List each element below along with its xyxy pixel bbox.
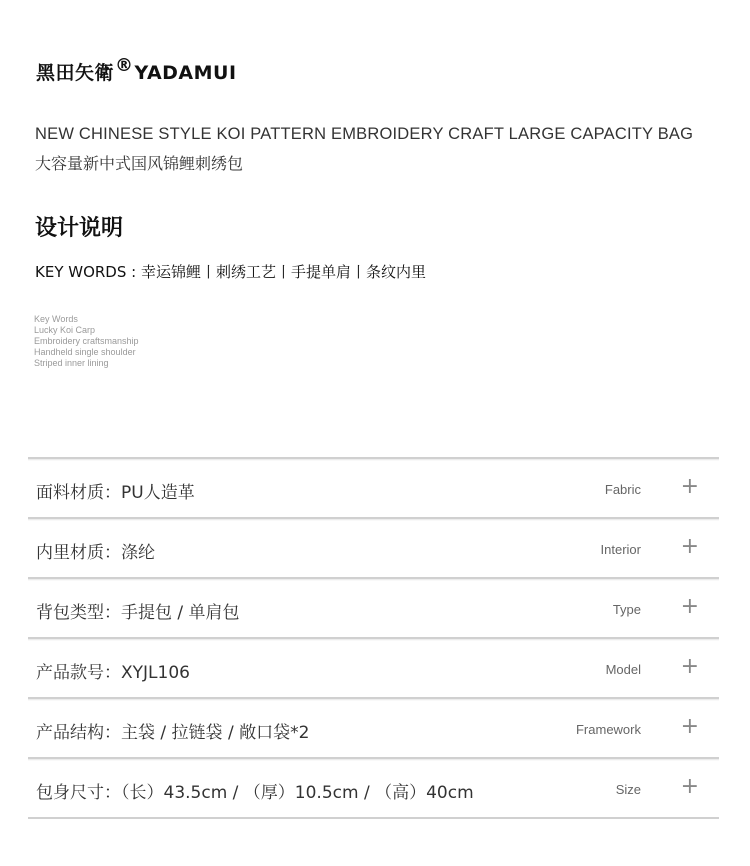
spec-label: 产品款号：XYJL106 xyxy=(36,663,190,683)
spec-en-label: Type xyxy=(612,602,641,617)
plus-icon[interactable]: + xyxy=(680,654,699,679)
keyword-en-item: Striped inner lining xyxy=(34,358,109,368)
spec-label: 内里材质：涤纶 xyxy=(36,543,155,563)
registered-mark: ® xyxy=(115,55,134,76)
keyword-en-item: Handheld single shoulder xyxy=(34,347,136,357)
keywords-line: KEY WORDS : 幸运锦鲤丨刺绣工艺丨手提单肩丨条纹内里 xyxy=(35,263,426,281)
spec-label: 面料材质：PU人造革 xyxy=(36,483,195,503)
keyword-en-item: Key Words xyxy=(34,314,78,324)
product-title-en: NEW CHINESE STYLE KOI PATTERN EMBROIDERY CRAFT LARGE CAPACITY BAG xyxy=(35,125,694,143)
spec-en-label: Size xyxy=(615,782,641,797)
spec-row-model[interactable] xyxy=(28,637,719,697)
spec-row-size[interactable] xyxy=(28,757,719,819)
brand-logo xyxy=(36,55,237,85)
plus-icon[interactable]: + xyxy=(680,714,699,739)
plus-icon[interactable]: + xyxy=(680,534,699,559)
design-heading: 设计说明 xyxy=(35,216,124,241)
brand-cn-name: 黑田矢衛 xyxy=(36,62,115,84)
spec-label: 产品结构：主袋 / 拉链袋 / 敞口袋*2 xyxy=(36,723,310,743)
brand-en-name: YADAMUI xyxy=(134,62,237,84)
spec-en-label: Interior xyxy=(600,542,641,557)
product-title-cn: 大容量新中式国风锦鲤刺绣包 xyxy=(35,154,244,173)
spec-row-fabric[interactable] xyxy=(28,457,719,517)
spec-row-framework[interactable] xyxy=(28,697,719,757)
spec-table xyxy=(28,457,719,819)
spec-row-type[interactable] xyxy=(28,577,719,637)
spec-en-label: Fabric xyxy=(604,482,641,497)
keyword-en-item: Embroidery craftsmanship xyxy=(34,336,139,346)
plus-icon[interactable]: + xyxy=(680,594,699,619)
keywords-en-list xyxy=(34,314,139,369)
spec-en-label: Framework xyxy=(575,722,641,737)
keyword-en-item: Lucky Koi Carp xyxy=(34,325,96,335)
plus-icon[interactable]: + xyxy=(680,774,699,799)
spec-en-label: Model xyxy=(605,662,641,677)
spec-label: 背包类型：手提包 / 单肩包 xyxy=(36,603,240,623)
spec-label: 包身尺寸：（长）43.5cm / （厚）10.5cm / （高）40cm xyxy=(36,783,474,803)
plus-icon[interactable]: + xyxy=(680,474,699,499)
spec-row-interior[interactable] xyxy=(28,517,719,577)
